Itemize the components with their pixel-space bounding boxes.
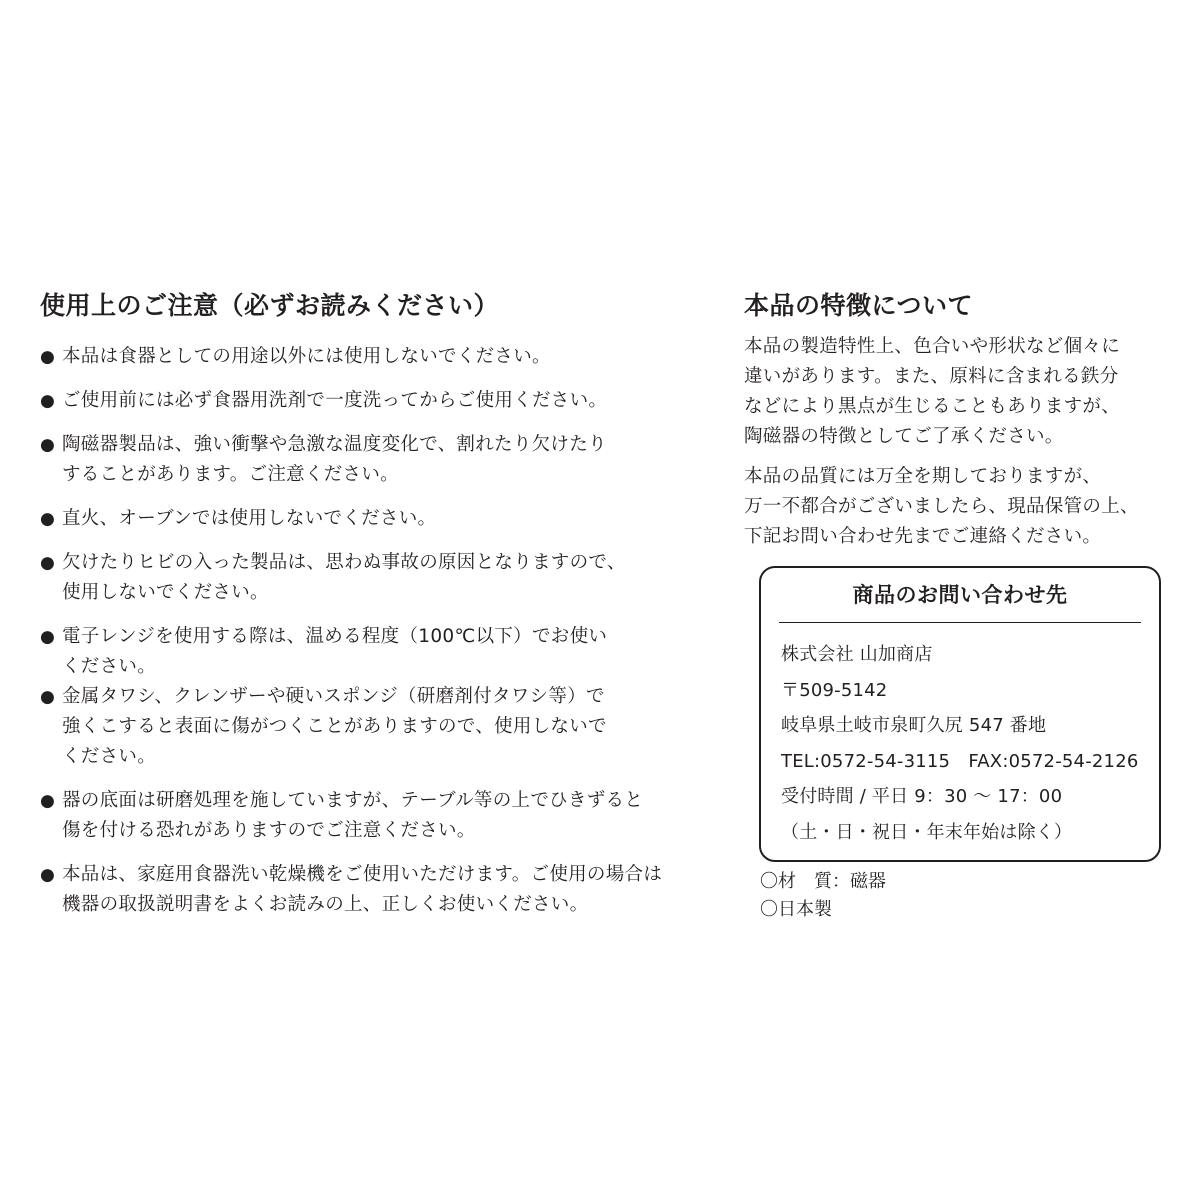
bullet-icon: ● <box>40 391 56 411</box>
precaution-item <box>40 386 730 416</box>
bullet-icon: ● <box>40 627 56 647</box>
precaution-text: 直火、オーブンでは使用しないでください。 <box>62 508 437 529</box>
spec-origin: 〇日本製 <box>760 899 832 920</box>
bullet-icon: ● <box>40 865 56 885</box>
contact-divider <box>779 622 1141 623</box>
features-paragraph-1-line: などにより黒点が生じることもありますが、 <box>744 396 1121 417</box>
precaution-item <box>40 430 730 490</box>
precaution-item <box>40 504 730 534</box>
contact-details <box>781 637 1159 850</box>
features-paragraph-1-line: 本品の製造特性上、色合いや形状など個々に <box>744 336 1121 357</box>
bullet-icon: ● <box>40 687 56 707</box>
precaution-text: 傷を付ける恐れがありますのでご注意ください。 <box>62 820 476 841</box>
bullet-icon: ● <box>40 509 56 529</box>
precaution-item <box>40 342 730 372</box>
features-paragraph-2-line: 本品の品質には万全を期しておりますが、 <box>744 466 1102 487</box>
precautions-list <box>40 342 730 920</box>
bullet-icon: ● <box>40 553 56 573</box>
features-paragraph-2-line: 下記お問い合わせ先までご連絡ください。 <box>744 526 1102 547</box>
precaution-item <box>40 622 730 682</box>
precaution-item <box>40 860 730 920</box>
precaution-text: することがあります。ご注意ください。 <box>62 464 399 485</box>
contact-closed-days: （土・日・祝日・年末年始は除く） <box>781 821 1073 843</box>
product-specs <box>760 868 886 924</box>
contact-title: 商品のお問い合わせ先 <box>852 583 1068 607</box>
features-section <box>744 288 1174 562</box>
contact-hours: 受付時間 / 平日 9：30 ～ 17：00 <box>781 786 1063 807</box>
features-paragraph-2-line: 万一不都合がございましたら、現品保管の上、 <box>744 496 1139 517</box>
precaution-text: 本品は、家庭用食器洗い乾燥機をご使用いただけます。ご使用の場合は <box>62 864 663 885</box>
precaution-text: ください。 <box>62 656 157 677</box>
contact-postal-code: 〒509-5142 <box>781 679 888 701</box>
precaution-text: 器の底面は研磨処理を施していますが、テーブル等の上でひきずると <box>62 790 644 811</box>
precautions-section <box>40 288 730 934</box>
precaution-text: 欠けたりヒビの入った製品は、思わぬ事故の原因となりますので、 <box>62 552 626 573</box>
spec-material: 〇材 質：磁器 <box>760 871 886 892</box>
features-title: 本品の特徴について <box>744 291 974 320</box>
contact-address: 岐阜県土岐市泉町久尻 547 番地 <box>781 715 1047 736</box>
bullet-icon: ● <box>40 347 56 367</box>
precaution-item <box>40 786 730 846</box>
features-paragraph-1 <box>744 332 1174 452</box>
precaution-text: 使用しないでください。 <box>62 582 269 603</box>
features-paragraph-1-line: 陶磁器の特徴としてご了承ください。 <box>744 426 1064 447</box>
precaution-text: 強くこすると表面に傷がつくことがありますので、使用しないで <box>62 716 607 737</box>
precaution-item <box>40 548 730 608</box>
precaution-text: 本品は食器としての用途以外には使用しないでください。 <box>62 346 551 367</box>
precaution-text: 金属タワシ、クレンザーや硬いスポンジ（研磨剤付タワシ等）で <box>62 686 605 707</box>
bullet-icon: ● <box>40 435 56 455</box>
contact-box <box>759 566 1161 862</box>
features-paragraph-2 <box>744 462 1174 552</box>
precaution-text: 機器の取扱説明書をよくお読みの上、正しくお使いください。 <box>62 894 589 915</box>
precaution-text: 電子レンジを使用する際は、温める程度（100℃以下）でお使い <box>62 626 608 647</box>
precaution-text: 陶磁器製品は、強い衝撃や急激な温度変化で、割れたり欠けたり <box>62 434 607 455</box>
contact-company: 株式会社 山加商店 <box>781 644 933 665</box>
precaution-item <box>40 682 730 772</box>
contact-phone-fax: TEL:0572-54-3115 FAX:0572-54-2126 <box>781 750 1139 772</box>
precaution-text: ご使用前には必ず食器用洗剤で一度洗ってからご使用ください。 <box>62 390 608 411</box>
bullet-icon: ● <box>40 791 56 811</box>
precaution-text: ください。 <box>62 746 157 767</box>
precautions-title: 使用上のご注意（必ずお読みください） <box>40 291 500 320</box>
features-paragraph-1-line: 違いがあります。また、原料に含まれる鉄分 <box>744 366 1119 387</box>
